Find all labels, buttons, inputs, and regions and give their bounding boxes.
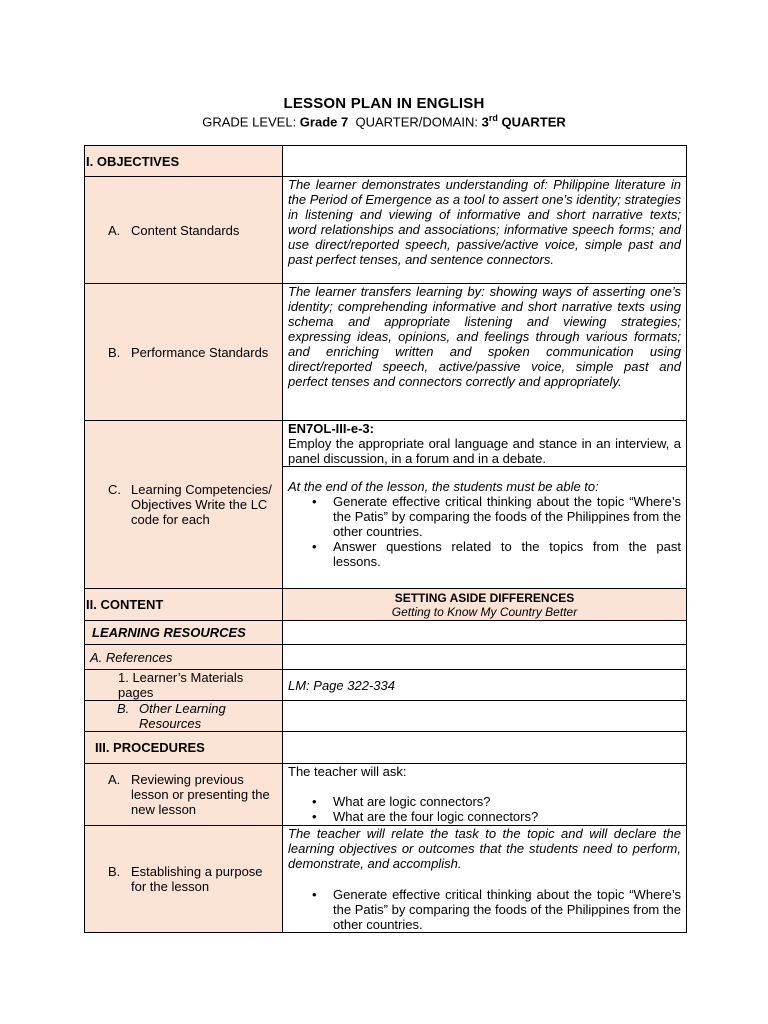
grade-value: Grade 7	[299, 114, 349, 130]
establishing-intro: The teacher will relate the task to the topic and will declare the learning objectives or outcomes that the students need to perform, demonstrate, and accomplish.	[288, 826, 681, 871]
reviewing-letter: A.	[108, 772, 121, 787]
content-row	[85, 589, 687, 621]
reviewing-bullet: • What are the four logic connectors?	[333, 809, 681, 824]
document-subtitle	[0, 113, 768, 129]
other-resources-label: Other Learning Resources	[139, 701, 226, 731]
reviewing-bullet: • What are logic connectors?	[333, 794, 681, 809]
reviewing-row	[85, 764, 687, 826]
content-standards-letter: A.	[108, 222, 121, 238]
quarter-number: 3	[481, 114, 489, 130]
competency-code-text: Employ the appropriate oral language and stance in an interview, a panel discussion, in a forum and in a debate.	[288, 436, 681, 466]
learning-resources-row	[85, 621, 687, 645]
reviewing-content-cell	[283, 764, 687, 826]
objectives-intro: At the end of the lesson, the students must be able to:	[288, 479, 599, 494]
other-resources-letter: B.	[117, 701, 130, 716]
topic-subtitle: Getting to Know My Country Better	[391, 604, 578, 619]
content-topic-cell	[283, 589, 687, 621]
learners-materials-value: LM: Page 322-334	[283, 670, 687, 701]
learning-resources-heading: LEARNING RESOURCES	[85, 621, 283, 645]
references-row	[85, 645, 687, 670]
reviewing-bullet-list	[288, 794, 681, 824]
competency-code: EN7OL-III-e-3:	[288, 421, 374, 436]
content-standards-row	[85, 177, 687, 284]
objectives-heading: I. OBJECTIVES	[85, 146, 283, 177]
reviewing-label-cell	[85, 764, 283, 826]
quarter-word: QUARTER	[497, 114, 566, 130]
other-resources-row	[85, 701, 687, 732]
establishing-bullet-list	[288, 887, 681, 932]
learners-materials-row	[85, 670, 687, 701]
reviewing-intro: The teacher will ask:	[288, 764, 407, 779]
references-empty-cell	[283, 645, 687, 670]
establishing-label: Establishing a purpose for the lesson	[131, 864, 263, 894]
content-standards-label-cell	[85, 177, 283, 284]
competencies-objectives-cell	[283, 467, 687, 589]
quarter-label: QUARTER/DOMAIN:	[355, 114, 482, 130]
objectives-bullet-list	[288, 494, 681, 569]
establishing-content-cell	[283, 826, 687, 933]
objective-bullet: • Generate effective critical thinking about the topic “Where’s the Patis” by comparing the foods of the Philippines from the other countries.	[333, 494, 681, 539]
objectives-header-row	[85, 146, 687, 177]
procedures-header-row	[85, 732, 687, 764]
learners-materials-label: 1. Learner’s Materials pages	[85, 670, 283, 701]
content-standards-text: The learner demonstrates understanding of: Philippine literature in the Period of Emergence as a tool to assert one’s identity; strategies in listening and viewing of informative and short narrative texts; word relationships and associations; informative speech forms; and use direct/reported speech, passive/active voice, simple past and past perfect tenses, and sentence connectors.	[283, 177, 687, 284]
procedures-heading: III. PROCEDURES	[85, 732, 283, 764]
performance-standards-text: The learner transfers learning by: showing ways of asserting one’s identity; comprehending informative and short narrative texts using schema and appropriate listening and viewing strategies; expressing ideas, opinions, and feelings through various formats; and enriching written and spoken communication using direct/reported speech, active/passive voice, simple past and perfect tenses and connectors correctly and appropriately.	[283, 284, 687, 421]
reviewing-label: Reviewing previous lesson or presenting the new lesson	[131, 772, 270, 817]
references-label: A. References	[85, 645, 283, 670]
objective-bullet: • Answer questions related to the topics from the past lessons.	[333, 539, 681, 569]
performance-standards-label-cell	[85, 284, 283, 421]
establishing-bullet: • Generate effective critical thinking about the topic “Where’s the Patis” by comparing the foods of the Philippines from the other countries.	[333, 887, 681, 932]
performance-standards-row	[85, 284, 687, 421]
performance-standards-label: Performance Standards	[131, 344, 269, 360]
procedures-empty-cell	[283, 732, 687, 764]
objectives-empty-cell	[283, 146, 687, 177]
document-title: LESSON PLAN IN ENGLISH	[283, 95, 485, 112]
lesson-plan-table	[84, 145, 687, 933]
learning-resources-empty-cell	[283, 621, 687, 645]
content-standards-label: Content Standards	[131, 222, 240, 238]
topic-title: SETTING ASIDE DIFFERENCES	[394, 590, 575, 605]
competencies-code-cell	[283, 421, 687, 467]
other-resources-label-cell	[85, 701, 283, 732]
quarter-suffix: rd	[488, 113, 498, 123]
establishing-letter: B.	[108, 864, 121, 879]
performance-standards-letter: B.	[108, 344, 121, 360]
competencies-label-cell	[85, 421, 283, 589]
establishing-label-cell	[85, 826, 283, 933]
establishing-purpose-row	[85, 826, 687, 933]
grade-label: GRADE LEVEL:	[202, 114, 300, 130]
competencies-letter: C.	[108, 482, 121, 497]
competencies-code-row	[85, 421, 687, 467]
other-resources-empty-cell	[283, 701, 687, 732]
content-heading: II. CONTENT	[85, 589, 283, 621]
competencies-label: Learning Competencies/ Objectives Write the LC code for each	[131, 482, 272, 527]
